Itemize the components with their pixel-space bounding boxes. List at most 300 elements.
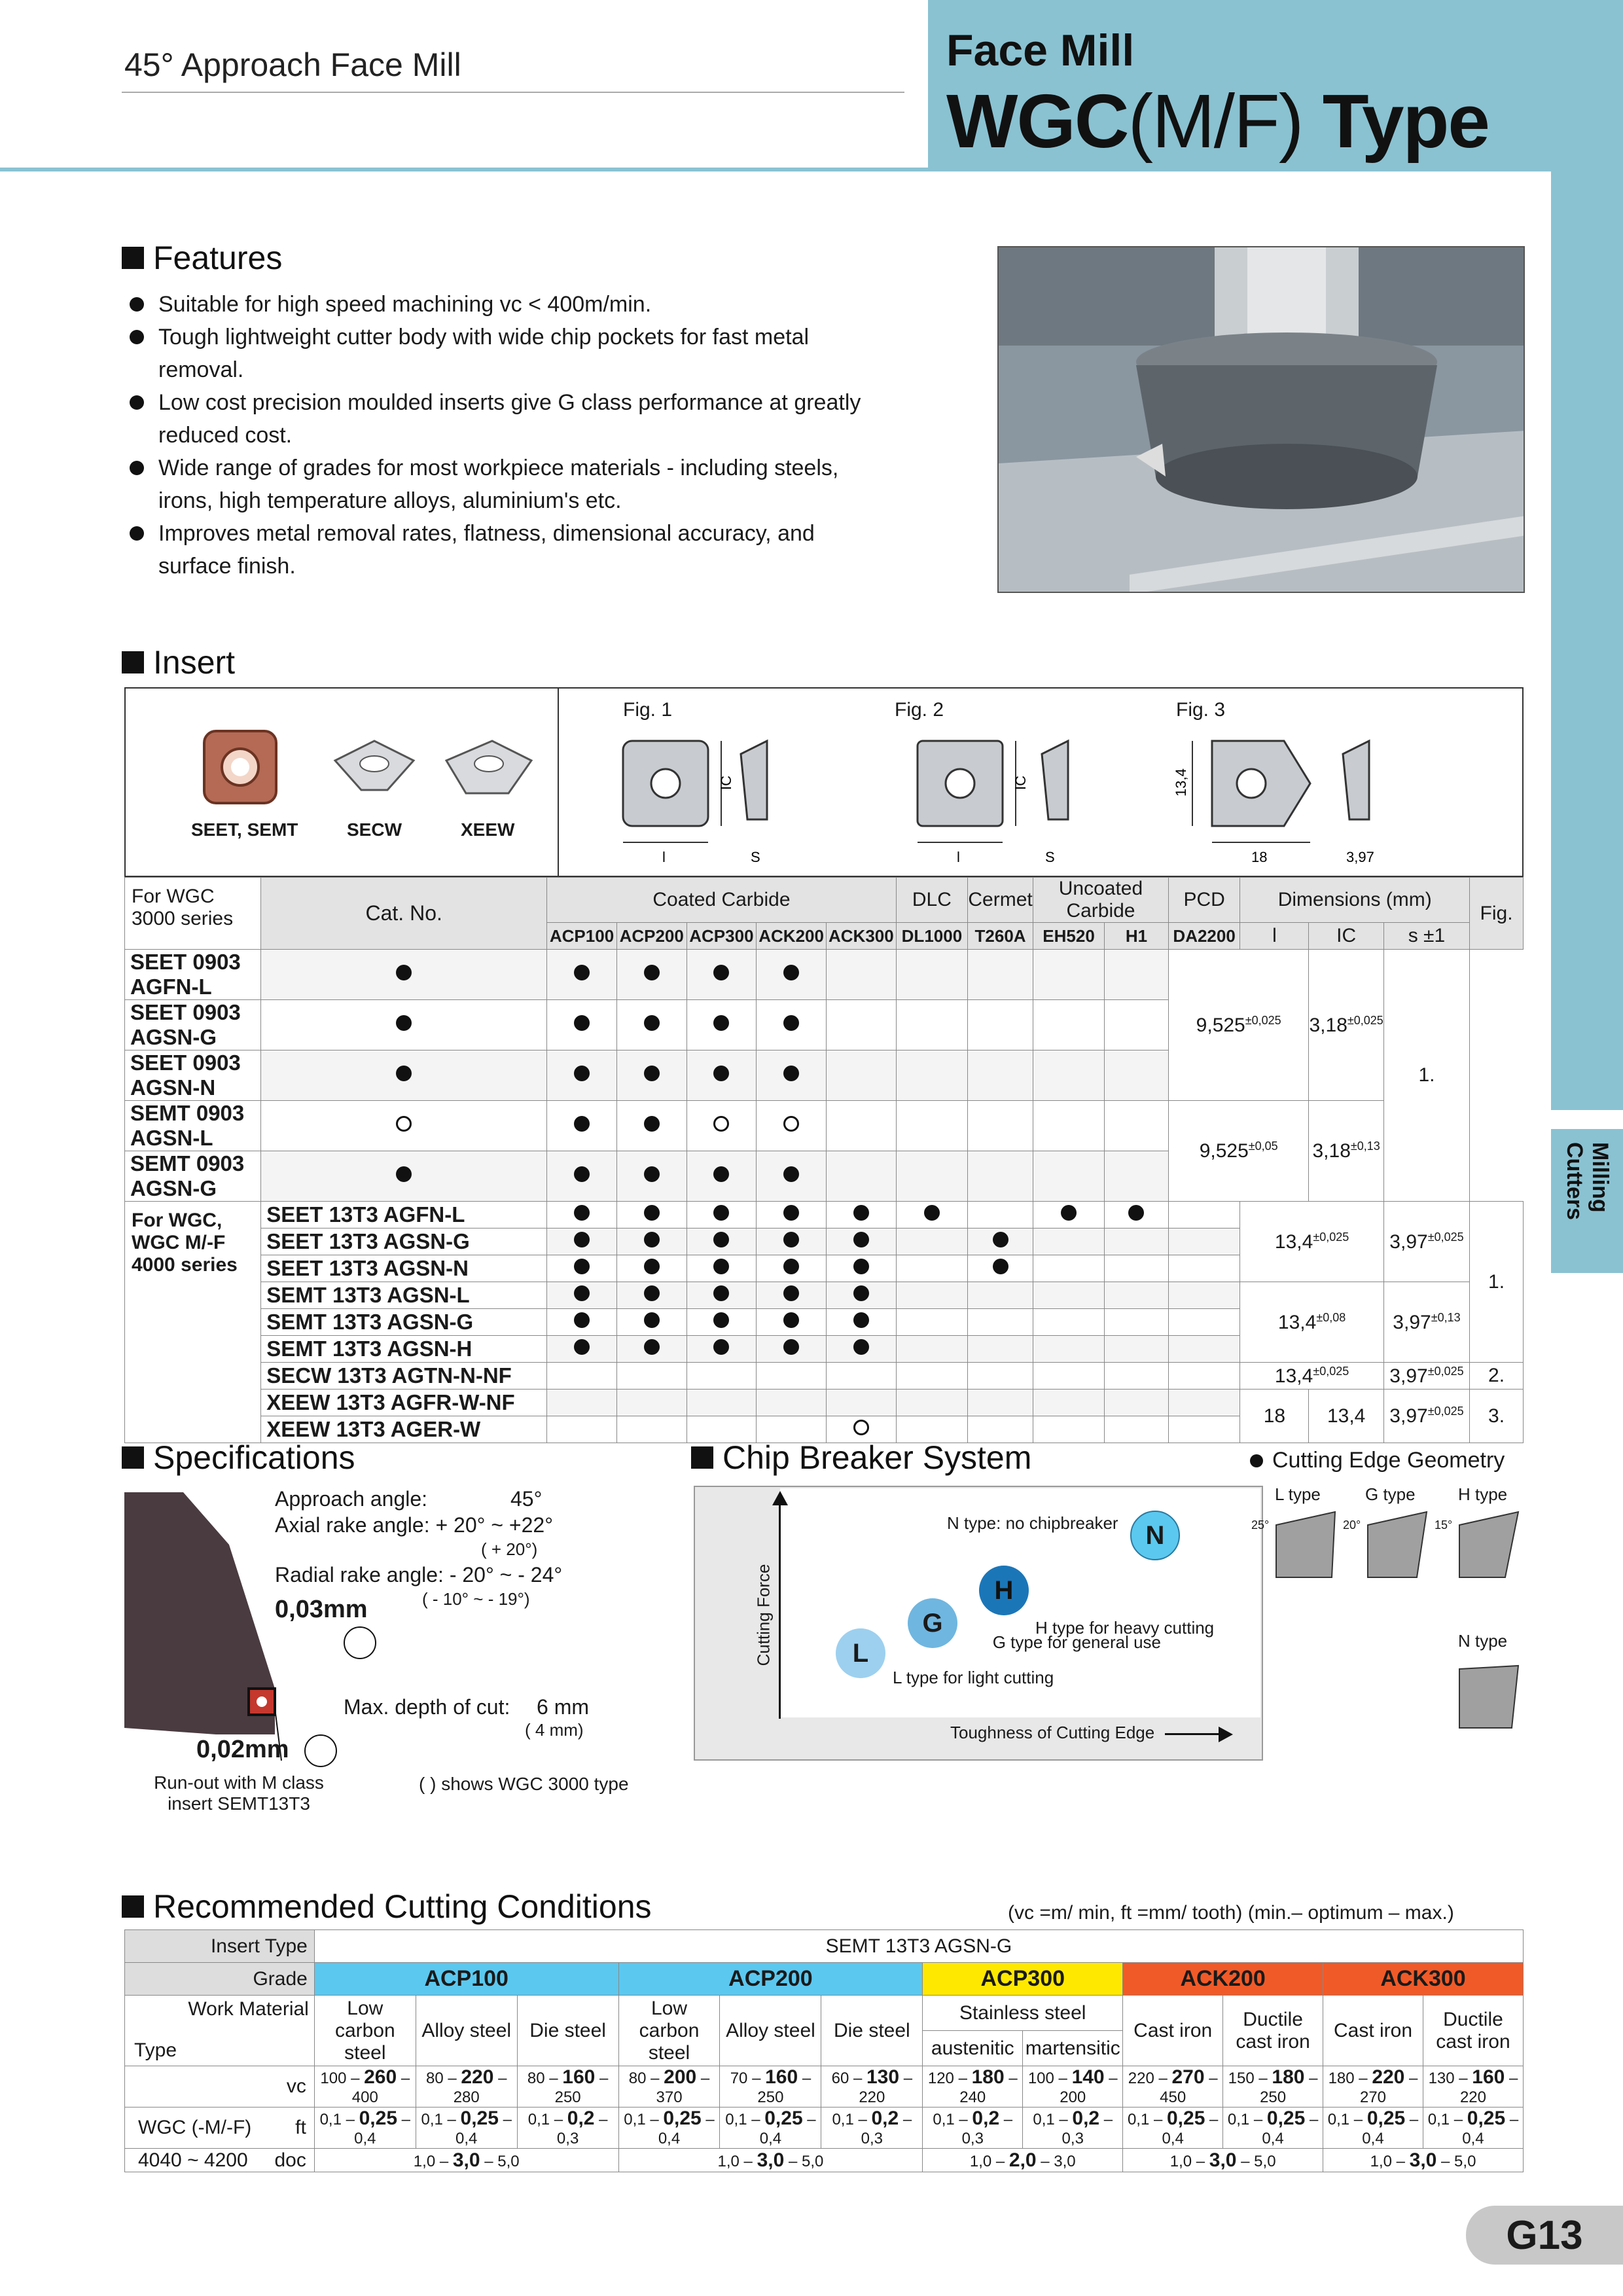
grade-mark bbox=[896, 1202, 967, 1229]
condition-cell: 1,0 – 3,0 – 5,0 bbox=[314, 2149, 618, 2172]
runout-note: Run-out with M class insert SEMT13T3 bbox=[154, 1772, 324, 1814]
condition-cell: 0,1 – 0,25 – 0,4 bbox=[1223, 2108, 1323, 2149]
x-axis-arrow bbox=[1165, 1733, 1224, 1735]
insert-figures-panel bbox=[124, 687, 1524, 877]
available-dot-icon bbox=[574, 1312, 590, 1328]
grade-header: T260A bbox=[968, 923, 1033, 950]
available-dot-icon bbox=[783, 965, 799, 980]
grade-mark bbox=[968, 1390, 1033, 1416]
available-dot-icon bbox=[783, 1285, 799, 1301]
square-bullet-icon bbox=[691, 1446, 713, 1469]
grade-mark bbox=[1033, 1390, 1105, 1416]
condition-cell: 1,0 – 3,0 – 5,0 bbox=[618, 2149, 923, 2172]
grade-header: ACP300 bbox=[687, 923, 757, 950]
grade-mark bbox=[968, 1309, 1033, 1336]
grade-mark bbox=[687, 1282, 757, 1309]
y-axis-label: Cutting Force bbox=[753, 1564, 774, 1666]
page-number: G13 bbox=[1466, 2206, 1623, 2265]
material-cell: Cast iron bbox=[1123, 1996, 1223, 2066]
available-dot-icon bbox=[644, 1339, 660, 1355]
grade-mark bbox=[687, 1390, 757, 1416]
cat-no: SEMT 0903 AGSN-G bbox=[125, 1151, 261, 1202]
available-dot-icon bbox=[924, 1205, 940, 1221]
icon-label: XEEW bbox=[461, 819, 515, 840]
group-label: For WGC, WGC M/-F 4000 series bbox=[125, 1202, 261, 1443]
grade-mark bbox=[547, 1050, 617, 1101]
grade-mark bbox=[1033, 1336, 1105, 1363]
grade-mark bbox=[968, 1336, 1033, 1363]
grade-mark bbox=[757, 1050, 827, 1101]
rcc-row bbox=[125, 2066, 1524, 2108]
runout-value: 0,02mm bbox=[196, 1736, 289, 1763]
grade-mark bbox=[261, 1151, 547, 1202]
grade-mark bbox=[896, 1336, 967, 1363]
condition-cell: 180 – 220 – 270 bbox=[1323, 2066, 1423, 2108]
material-cell: Ductile cast iron bbox=[1223, 1996, 1323, 2066]
grade-cell: ACP100 bbox=[314, 1963, 618, 1996]
feature-item: Suitable for high speed machining vc < 400m/min. bbox=[124, 288, 877, 321]
grade-mark bbox=[1033, 1050, 1105, 1101]
grade-mark bbox=[616, 1363, 687, 1390]
grade-mark bbox=[896, 1390, 967, 1416]
dimension-cell: $9,525^{\pm 0,025}$ bbox=[1168, 950, 1309, 1101]
rcc-units: (vc =m/ min, ft =mm/ tooth) (min.– optimum – max.) bbox=[1008, 1902, 1454, 1924]
grade-mark bbox=[826, 1151, 896, 1202]
material-cell: Alloy steel bbox=[416, 1996, 517, 2066]
condition-cell: 0,1 – 0,2 – 0,3 bbox=[923, 2108, 1023, 2149]
material-cell: austenitic bbox=[923, 2031, 1023, 2066]
dimension-cell: $3,97^{\pm 0,025}$ bbox=[1383, 1202, 1469, 1282]
grade-mark bbox=[757, 1255, 827, 1282]
bullet-icon bbox=[1250, 1454, 1263, 1467]
available-dot-icon bbox=[574, 1066, 590, 1081]
available-dot-icon bbox=[783, 1166, 799, 1182]
insert-drawings bbox=[571, 728, 1513, 872]
rcc-row bbox=[125, 2149, 1524, 2172]
grade-mark bbox=[1168, 1282, 1240, 1309]
grade-mark bbox=[687, 1101, 757, 1151]
square-bullet-icon bbox=[122, 1446, 144, 1469]
dim-label: S bbox=[751, 849, 760, 865]
fig-header: Fig. bbox=[1470, 878, 1524, 950]
grade-mark bbox=[1105, 1151, 1169, 1202]
grade-mark bbox=[616, 1416, 687, 1443]
cat-no: SEET 0903 AGSN-G bbox=[125, 1000, 261, 1050]
dim-header: IC bbox=[1309, 923, 1383, 950]
features-list bbox=[124, 288, 877, 583]
grade-mark bbox=[687, 1255, 757, 1282]
geo-angle: 20° bbox=[1343, 1518, 1361, 1532]
grade-mark bbox=[1105, 1363, 1169, 1390]
available-dot-icon bbox=[574, 1116, 590, 1132]
edge-geometry-shapes bbox=[1270, 1505, 1544, 1734]
grade-mark bbox=[547, 1000, 617, 1050]
side-tab bbox=[1551, 168, 1623, 1110]
grade-mark bbox=[757, 1309, 827, 1336]
dim-header: l bbox=[1240, 923, 1309, 950]
depth-value: 6 mm bbox=[537, 1695, 589, 1719]
grade-mark bbox=[1105, 1282, 1169, 1309]
insert-table bbox=[124, 877, 1524, 1443]
grade-mark bbox=[1105, 950, 1169, 1000]
cat-no: SEET 13T3 AGSN-G bbox=[261, 1229, 547, 1255]
available-dot-icon bbox=[853, 1312, 869, 1328]
condition-cell: 0,1 – 0,25 – 0,4 bbox=[416, 2108, 517, 2149]
cat-no: SEMT 13T3 AGSN-L bbox=[261, 1282, 547, 1309]
available-dot-icon bbox=[574, 1166, 590, 1182]
material-cell: Low carbon steel bbox=[618, 1996, 720, 2066]
dim-label: IC bbox=[718, 776, 734, 790]
available-dot-icon bbox=[396, 1066, 412, 1081]
cat-no: SEMT 13T3 AGSN-G bbox=[261, 1309, 547, 1336]
feature-item: Wide range of grades for most workpiece materials - including steels, irons, high temperature alloys, aluminium's etc. bbox=[124, 452, 877, 517]
param-cell: 4040 ~ 4200 doc bbox=[125, 2149, 315, 2172]
grade-mark bbox=[547, 1255, 617, 1282]
insert-row bbox=[125, 1101, 1524, 1151]
grade-mark bbox=[826, 950, 896, 1000]
fig-ref: 3. bbox=[1470, 1390, 1524, 1443]
title-box bbox=[928, 0, 1623, 169]
available-dot-icon bbox=[713, 1259, 729, 1274]
available-dot-icon bbox=[574, 965, 590, 980]
dim-label: 18 bbox=[1251, 849, 1268, 865]
depth-sub: ( 4 mm) bbox=[525, 1720, 584, 1740]
condition-cell: 0,1 – 0,25 – 0,4 bbox=[1123, 2108, 1223, 2149]
specifications-panel bbox=[124, 1479, 687, 1833]
type-label: Type bbox=[134, 2039, 177, 2061]
condition-cell: 60 – 130 – 220 bbox=[821, 2066, 923, 2108]
grade-mark bbox=[687, 1151, 757, 1202]
grade-mark bbox=[1033, 1101, 1105, 1151]
grade-mark bbox=[1168, 1363, 1240, 1390]
grade-mark bbox=[896, 1151, 967, 1202]
grade-mark bbox=[547, 1309, 617, 1336]
available-dot-icon bbox=[396, 1166, 412, 1182]
dimension-cell: $13,4^{\pm 0,025}$ bbox=[1240, 1363, 1383, 1390]
grade-mark bbox=[687, 950, 757, 1000]
grade-mark bbox=[757, 1390, 827, 1416]
condition-cell: 1,0 – 3,0 – 5,0 bbox=[1123, 2149, 1323, 2172]
col-group-header: Uncoated Carbide bbox=[1033, 878, 1169, 923]
condition-cell: 150 – 180 – 250 bbox=[1223, 2066, 1323, 2108]
grade-mark bbox=[826, 1255, 896, 1282]
available-dot-icon bbox=[644, 1015, 660, 1031]
available-dot-icon bbox=[853, 1232, 869, 1247]
grade-cell: ACK300 bbox=[1323, 1963, 1524, 1996]
specifications-heading: Specifications bbox=[122, 1439, 355, 1477]
geo-label: G type bbox=[1365, 1484, 1416, 1504]
available-dot-icon bbox=[713, 1166, 729, 1182]
grade-header: DA2200 bbox=[1168, 923, 1240, 950]
grade-mark bbox=[757, 1336, 827, 1363]
grade-cell: ACP200 bbox=[618, 1963, 923, 1996]
shows-note: ( ) shows WGC 3000 type bbox=[419, 1774, 629, 1794]
grade-mark bbox=[687, 1202, 757, 1229]
grade-mark bbox=[1168, 1255, 1240, 1282]
insert-row bbox=[125, 1363, 1524, 1390]
available-dot-icon bbox=[1061, 1205, 1077, 1221]
available-dot-icon bbox=[713, 965, 729, 980]
grade-mark bbox=[687, 1309, 757, 1336]
grade-mark bbox=[1033, 1282, 1105, 1309]
grade-mark bbox=[896, 950, 967, 1000]
chip-breaker-chart bbox=[694, 1486, 1263, 1761]
feature-item: Low cost precision moulded inserts give G class performance at greatly reduced cost. bbox=[124, 386, 877, 452]
grade-mark bbox=[547, 950, 617, 1000]
grade-mark bbox=[968, 1282, 1033, 1309]
grade-mark bbox=[757, 1282, 827, 1309]
work-material-label: Work Material bbox=[188, 1998, 309, 2020]
grade-mark bbox=[261, 1101, 547, 1151]
grade-mark bbox=[896, 1050, 967, 1101]
title-line-2: WGC(M/F) Type bbox=[946, 79, 1489, 164]
available-dot-icon bbox=[1128, 1205, 1144, 1221]
grade-mark bbox=[1168, 1336, 1240, 1363]
material-cell: Die steel bbox=[517, 1996, 618, 2066]
grade-mark bbox=[896, 1255, 967, 1282]
material-cell: Ductile cast iron bbox=[1423, 1996, 1523, 2066]
divider bbox=[122, 92, 904, 93]
condition-cell: 1,0 – 3,0 – 5,0 bbox=[1323, 2149, 1524, 2172]
cat-no: SEET 13T3 AGFN-L bbox=[261, 1202, 547, 1229]
grade-label: Grade bbox=[125, 1963, 315, 1996]
grade-mark bbox=[1105, 1390, 1169, 1416]
arrow-up-icon bbox=[772, 1491, 788, 1505]
rcc-table bbox=[124, 1929, 1524, 2172]
semi-available-ring-icon bbox=[713, 1116, 729, 1132]
n-type-label: N type: no chipbreaker bbox=[947, 1513, 1118, 1533]
condition-cell: 1,0 – 2,0 – 3,0 bbox=[923, 2149, 1123, 2172]
cat-no: SEMT 13T3 AGSN-H bbox=[261, 1336, 547, 1363]
available-dot-icon bbox=[783, 1259, 799, 1274]
axial-sub: ( + 20°) bbox=[481, 1539, 538, 1559]
grade-mark bbox=[896, 1282, 967, 1309]
col-group-header: Cermet bbox=[968, 878, 1033, 923]
dimension-cell: $3,97^{\pm 0,025}$ bbox=[1383, 1390, 1469, 1443]
grade-mark bbox=[826, 1229, 896, 1255]
insert-heading: Insert bbox=[122, 643, 235, 681]
insert-icons bbox=[126, 689, 558, 819]
grade-mark bbox=[616, 1000, 687, 1050]
feature-item: Tough lightweight cutter body with wide chip pockets for fast metal removal. bbox=[124, 321, 877, 386]
available-dot-icon bbox=[644, 965, 660, 980]
tolerance-value: 0,03mm bbox=[275, 1596, 368, 1623]
condition-cell: 80 – 220 – 280 bbox=[416, 2066, 517, 2108]
page-subtitle: 45° Approach Face Mill bbox=[124, 46, 461, 83]
grade-mark bbox=[757, 1363, 827, 1390]
grade-mark bbox=[826, 1000, 896, 1050]
grade-mark bbox=[261, 1050, 547, 1101]
material-cell: Alloy steel bbox=[720, 1996, 821, 2066]
grade-mark bbox=[896, 1229, 967, 1255]
available-dot-icon bbox=[644, 1285, 660, 1301]
condition-cell: 80 – 160 – 250 bbox=[517, 2066, 618, 2108]
grade-mark bbox=[687, 1000, 757, 1050]
grade-mark bbox=[547, 1336, 617, 1363]
available-dot-icon bbox=[644, 1066, 660, 1081]
grade-mark bbox=[616, 1151, 687, 1202]
feature-item: Improves metal removal rates, flatness, dimensional accuracy, and surface finish. bbox=[124, 517, 877, 583]
grade-mark bbox=[826, 1336, 896, 1363]
condition-cell: 0,1 – 0,25 – 0,4 bbox=[1423, 2108, 1523, 2149]
cutter-diagram bbox=[124, 1492, 288, 1767]
grade-mark bbox=[687, 1229, 757, 1255]
available-dot-icon bbox=[783, 1312, 799, 1328]
semi-available-ring-icon bbox=[853, 1420, 869, 1435]
dim-label: 3,97 bbox=[1346, 849, 1374, 865]
cat-no: SECW 13T3 AGTN-N-NF bbox=[261, 1363, 547, 1390]
available-dot-icon bbox=[783, 1205, 799, 1221]
grade-mark bbox=[1168, 1202, 1240, 1229]
grade-mark bbox=[616, 1101, 687, 1151]
col-group-header: Coated Carbide bbox=[547, 878, 897, 923]
available-dot-icon bbox=[644, 1232, 660, 1247]
condition-cell: 0,1 – 0,2 – 0,3 bbox=[517, 2108, 618, 2149]
product-photo bbox=[997, 246, 1525, 593]
x-axis-label: Toughness of Cutting Edge bbox=[950, 1723, 1155, 1742]
grade-mark bbox=[1033, 1363, 1105, 1390]
grade-mark bbox=[1033, 1416, 1105, 1443]
grade-mark bbox=[826, 1101, 896, 1151]
available-dot-icon bbox=[644, 1116, 660, 1132]
grade-mark bbox=[616, 1282, 687, 1309]
cat-no: SEET 13T3 AGSN-N bbox=[261, 1255, 547, 1282]
available-dot-icon bbox=[713, 1312, 729, 1328]
insert-row bbox=[125, 1282, 1524, 1309]
grade-mark bbox=[1168, 1229, 1240, 1255]
grade-mark bbox=[616, 1229, 687, 1255]
col-group-header: Dimensions (mm) bbox=[1240, 878, 1470, 923]
available-dot-icon bbox=[644, 1205, 660, 1221]
grade-mark bbox=[968, 1255, 1033, 1282]
y-axis bbox=[779, 1494, 781, 1719]
param-cell: vc bbox=[125, 2066, 315, 2108]
geo-angle: 25° bbox=[1251, 1518, 1270, 1532]
geo-angle: 15° bbox=[1435, 1518, 1453, 1532]
available-dot-icon bbox=[574, 1015, 590, 1031]
insert-type-label: Insert Type bbox=[125, 1930, 315, 1963]
grade-mark bbox=[616, 1202, 687, 1229]
condition-cell: 220 – 270 – 450 bbox=[1123, 2066, 1223, 2108]
title-line-1: Face Mill bbox=[946, 26, 1135, 75]
grade-mark bbox=[896, 1000, 967, 1050]
cat-no: XEEW 13T3 AGFR-W-NF bbox=[261, 1390, 547, 1416]
grade-mark bbox=[757, 1151, 827, 1202]
cat-no: SEET 0903 AGFN-L bbox=[125, 950, 261, 1000]
grade-mark bbox=[1105, 1050, 1169, 1101]
grade-mark bbox=[1168, 1309, 1240, 1336]
grade-mark bbox=[896, 1363, 967, 1390]
grade-mark bbox=[1033, 1151, 1105, 1202]
grade-mark bbox=[547, 1416, 617, 1443]
edge-geometry-heading: Cutting Edge Geometry bbox=[1250, 1448, 1505, 1473]
grade-mark bbox=[968, 1151, 1033, 1202]
runout-gauge-icon bbox=[304, 1734, 337, 1767]
grade-header: ACP100 bbox=[547, 923, 617, 950]
grade-mark bbox=[826, 1309, 896, 1336]
grade-mark bbox=[826, 1050, 896, 1101]
condition-cell: 0,1 – 0,25 – 0,4 bbox=[314, 2108, 416, 2149]
dimension-cell: $3,18^{\pm 0,13}$ bbox=[1309, 1101, 1383, 1202]
type-header bbox=[125, 1996, 315, 2066]
available-dot-icon bbox=[783, 1232, 799, 1247]
available-dot-icon bbox=[713, 1232, 729, 1247]
material-cell: Die steel bbox=[821, 1996, 923, 2066]
dim-header: s ±1 bbox=[1383, 923, 1469, 950]
grade-mark bbox=[1105, 1255, 1169, 1282]
grade-mark bbox=[757, 1000, 827, 1050]
insert-icons-panel bbox=[126, 689, 559, 876]
grade-header: H1 bbox=[1105, 923, 1169, 950]
cat-no: SEMT 0903 AGSN-L bbox=[125, 1101, 261, 1151]
available-dot-icon bbox=[993, 1232, 1008, 1247]
header-rule bbox=[0, 168, 1551, 171]
condition-cell: 0,1 – 0,2 – 0,3 bbox=[1023, 2108, 1123, 2149]
features-heading: Features bbox=[122, 239, 282, 277]
insert-type-value: SEMT 13T3 AGSN-G bbox=[314, 1930, 1523, 1963]
param-cell: WGC (-M/-F) ft bbox=[125, 2108, 315, 2149]
grade-mark bbox=[1105, 1101, 1169, 1151]
grade-mark bbox=[968, 950, 1033, 1000]
condition-cell: 0,1 – 0,25 – 0,4 bbox=[1323, 2108, 1423, 2149]
grade-mark bbox=[968, 1229, 1033, 1255]
fig-ref: 1. bbox=[1383, 950, 1469, 1202]
grade-mark bbox=[616, 1336, 687, 1363]
dimension-cell: 13,4 bbox=[1309, 1390, 1383, 1443]
condition-cell: 120 – 180 – 240 bbox=[923, 2066, 1023, 2108]
grade-mark bbox=[1105, 1416, 1169, 1443]
fig-ref: 1. bbox=[1470, 1202, 1524, 1363]
grade-mark bbox=[1105, 1000, 1169, 1050]
available-dot-icon bbox=[853, 1339, 869, 1355]
material-cell: martensitic bbox=[1023, 2031, 1123, 2066]
grade-mark bbox=[687, 1050, 757, 1101]
condition-cell: 100 – 140 – 200 bbox=[1023, 2066, 1123, 2108]
grade-mark bbox=[687, 1363, 757, 1390]
grade-mark bbox=[826, 1282, 896, 1309]
radial-sub: ( - 10° ~ - 19°) bbox=[422, 1589, 530, 1609]
geo-label: N type bbox=[1458, 1631, 1508, 1651]
grade-mark bbox=[616, 1050, 687, 1101]
grade-mark bbox=[896, 1101, 967, 1151]
available-dot-icon bbox=[713, 1339, 729, 1355]
grade-mark bbox=[616, 1255, 687, 1282]
grade-mark bbox=[687, 1336, 757, 1363]
approach-value: 45° bbox=[510, 1487, 543, 1511]
g-type-label: G type for general use bbox=[992, 1632, 1161, 1652]
grade-mark bbox=[547, 1101, 617, 1151]
grade-mark bbox=[547, 1151, 617, 1202]
semi-available-ring-icon bbox=[783, 1116, 799, 1132]
condition-cell: 70 – 160 – 250 bbox=[720, 2066, 821, 2108]
grade-mark bbox=[547, 1363, 617, 1390]
grade-header: ACK300 bbox=[826, 923, 896, 950]
grade-mark bbox=[826, 1363, 896, 1390]
available-dot-icon bbox=[644, 1259, 660, 1274]
grade-mark bbox=[968, 1000, 1033, 1050]
available-dot-icon bbox=[783, 1015, 799, 1031]
condition-cell: 80 – 200 – 370 bbox=[618, 2066, 720, 2108]
grade-mark bbox=[1033, 950, 1105, 1000]
material-cell: Low carbon steel bbox=[314, 1996, 416, 2066]
dimension-cell: $3,97^{\pm 0,13}$ bbox=[1383, 1282, 1469, 1363]
axial-label: Axial rake angle: + 20° ~ +22° bbox=[275, 1513, 553, 1537]
col-group-header: DLC bbox=[896, 878, 967, 923]
runout-gauge-icon bbox=[344, 1626, 376, 1659]
grade-mark bbox=[261, 1000, 547, 1050]
square-bullet-icon bbox=[122, 1895, 144, 1918]
available-dot-icon bbox=[993, 1259, 1008, 1274]
